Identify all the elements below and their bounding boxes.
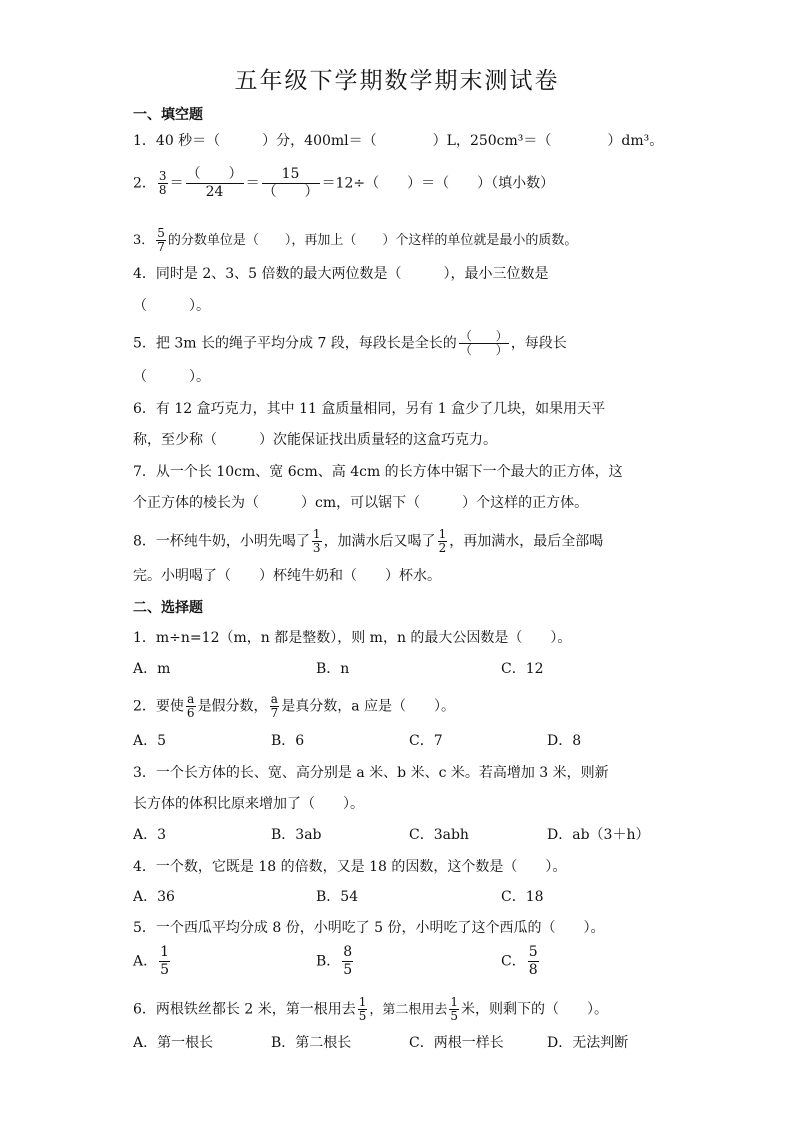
c2-rest: 是真分数，a 应是（ ）。: [281, 698, 455, 715]
c2-fraction-1: $\frac{a}{6}$: [186, 692, 195, 720]
question-7-line-1: 7．从一个长 10cm、宽 6cm、高 4cm 的长方体中锯下一个最大的正方体，这: [133, 464, 623, 480]
choice-4: 4．一个数，它既是 18 的倍数，又是 18 的因数，这个数是（ ）。: [133, 859, 567, 875]
c2-mid: 是假分数，: [197, 698, 268, 715]
c2-fraction-2: $\frac{a}{7}$: [270, 692, 279, 720]
choice-6-option-a: A．第一根长: [133, 1035, 214, 1051]
choice-5-option-a: A． $\frac{1}{5}$: [133, 944, 170, 978]
c6-fraction-1: $\frac{1}{5}$: [358, 995, 367, 1023]
q5-text: 5．把 3m 长的绳子平均分成 7 段，每段长是全长的: [133, 335, 457, 352]
c5-option-b-fraction: $\frac{8}{5}$: [343, 944, 353, 978]
choice-2-option-c: C．7: [409, 733, 443, 749]
c2-text: 2．要使: [133, 698, 184, 715]
choice-5: 5．一个西瓜平均分成 8 份，小明吃了 5 份，小明吃了这个西瓜的（ ）。: [133, 920, 605, 936]
q8-text: 8．一杯纯牛奶，小明先喝了: [133, 533, 310, 550]
choice-3-option-b: B．3ab: [271, 827, 322, 843]
q8-fraction-2: $\frac{1}{2}$: [438, 527, 447, 555]
question-3: [133, 227, 577, 254]
choice-1-option-b: B．n: [316, 661, 350, 677]
question-5: [133, 330, 567, 357]
question-8-line-2: 完。小明喝了（ ）杯纯牛奶和（ ）杯水。: [133, 568, 441, 584]
equals-sign: ＝: [245, 175, 260, 192]
c6-fraction-2: $\frac{1}{5}$: [450, 995, 459, 1023]
q8-rest: ，再加满水，最后全部喝: [449, 533, 604, 550]
choice-3-option-a: A．3: [133, 827, 167, 843]
c5-option-a-fraction: $\frac{1}{5}$: [160, 944, 170, 978]
choice-6-option-b: B．第二根长: [271, 1035, 352, 1051]
question-4-line-1: 4．同时是 2、3、5 倍数的最大两位数是（ ），最小三位数是: [133, 266, 549, 282]
choice-2-option-a: A．5: [133, 733, 167, 749]
question-4-line-2: （ ）。: [133, 298, 210, 314]
section-choice-heading: 二、选择题: [133, 600, 203, 616]
question-8-line-1: [133, 528, 603, 555]
equals-sign: ＝: [169, 175, 184, 192]
c6-rest: 米，则剩下的（ ）。: [461, 1001, 609, 1018]
choice-1-option-c: C．12: [501, 661, 544, 677]
q2-fraction-1: $\frac{3}{8}$: [158, 169, 167, 197]
q8-mid: ，加满水后又喝了: [323, 533, 436, 550]
question-2: [133, 166, 554, 201]
c6-text: 6．两根铁丝都长 2 米，第一根用去: [133, 1001, 356, 1018]
q2-rest: ＝12÷（ ）＝（ ）（填小数）: [321, 175, 555, 192]
choice-6: [133, 996, 608, 1023]
choice-3-option-c: C．3abh: [409, 827, 469, 843]
q3-number: 3．: [133, 233, 155, 248]
choice-4-option-b: B．54: [316, 889, 359, 905]
q2-fraction-2: $\frac{( )}{24}$: [186, 166, 243, 200]
c6-mid: ，第二根用去: [369, 1002, 448, 1018]
choice-2-option-d: D．8: [547, 733, 582, 749]
choice-1: 1．m÷n=12（m，n 都是整数），则 m，n 的最大公因数是（ ）。: [133, 630, 572, 646]
c5-option-c-fraction: $\frac{5}{8}$: [528, 944, 538, 978]
choice-3-line-2: 长方体的体积比原来增加了（ ）。: [133, 796, 364, 812]
question-5-line-2: （ ）。: [133, 369, 210, 385]
choice-4-option-c: C．18: [501, 889, 544, 905]
q5-fraction: $\frac{( )}{( )}$: [459, 329, 508, 357]
section-fill-blank-heading: 一、填空题: [133, 107, 203, 123]
choice-5-option-b: B． $\frac{8}{5}$: [316, 944, 353, 978]
q3-fraction: $\frac{5}{7}$: [157, 226, 165, 254]
page-title: 五年级下学期数学期末测试卷: [234, 68, 560, 94]
q5-rest: ，每段长: [510, 335, 567, 352]
choice-3-option-d: D．ab（3＋h）: [547, 827, 650, 843]
choice-1-option-a: A．m: [133, 661, 171, 677]
choice-4-option-a: A．36: [133, 889, 175, 905]
question-1: 1．40 秒＝（ ）分，400ml＝（ ）L，250cm³＝（ ）dm³。: [133, 133, 664, 149]
choice-2: [133, 693, 455, 720]
choice-6-option-c: C．两根一样长: [409, 1035, 504, 1051]
choice-5-option-c: C． $\frac{5}{8}$: [501, 944, 538, 978]
choice-2-option-b: B．6: [271, 733, 305, 749]
q2-fraction-3: $\frac{15}{( )}$: [262, 166, 319, 200]
q8-fraction-1: $\frac{1}{3}$: [312, 527, 321, 555]
q3-rest: 的分数单位是（ ），再加上（ ）个这样的单位就是最小的质数。: [167, 233, 578, 248]
choice-6-option-d: D．无法判断: [547, 1035, 629, 1051]
question-6-line-2: 称，至少称（ ）次能保证找出质量轻的这盒巧克力。: [133, 432, 497, 448]
q2-number: 2．: [133, 175, 156, 192]
choice-3-line-1: 3．一个长方体的长、宽、高分别是 a 米、b 米、c 米。若高增加 3 米，则新: [133, 765, 609, 781]
question-7-line-2: 个正方体的棱长为（ ）cm，可以锯下（ ）个这样的正方体。: [133, 495, 589, 511]
question-6-line-1: 6．有 12 盒巧克力，其中 11 盒质量相同，另有 1 盒少了几块，如果用天平: [133, 401, 606, 417]
